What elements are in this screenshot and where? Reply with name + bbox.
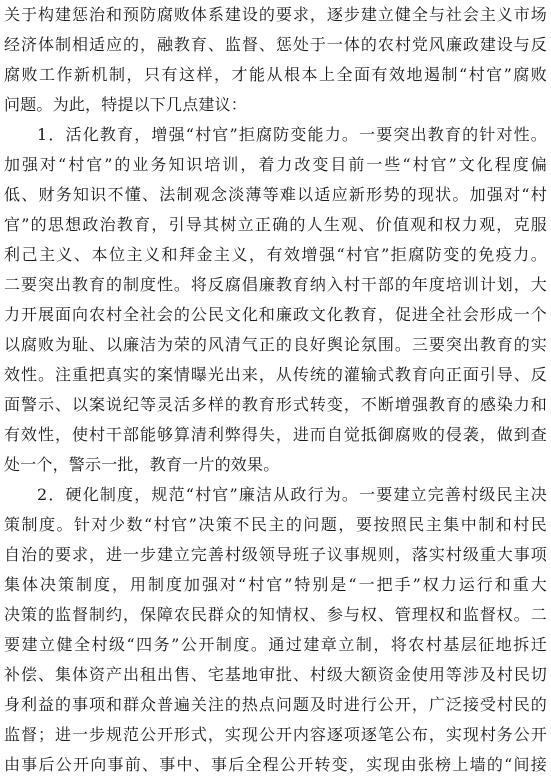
text-line: 关于构建惩治和预防腐败体系建设的要求，逐步建立健全与社会主义市场 [4,5,547,24]
text-line: 策制度。针对少数“村官”决策不民主的问题，要按照民主集中制和村民 [4,515,547,534]
text-line: 监督；进一步规范公开形式，实现公开内容逐项逐笔公布，实现村务公开 [4,725,547,744]
text-line: 面警示、以案说纪等灵活多样的教育形式转变，不断增强教育的感染力和 [4,395,547,414]
text-line: 决策的监督制约，保障农民群众的知情权、参与权、管理权和监督权。二 [4,605,547,624]
text-line: 腐败工作新机制，只有这样，才能从根本上全面有效地遏制“村官”腐败 [4,65,547,84]
text-line: 以腐败为耻、以廉洁为荣的风清气正的良好舆论氛围。三要突出教育的实 [4,335,547,354]
text-line: 补偿、集体资产出租出售、宅基地审批、村级大额资金使用等涉及村民切 [4,665,547,684]
text-line: 集体决策制度，用制度加强对“村官”特别是“一把手”权力运行和重大 [4,575,547,594]
text-line: 要建立健全村级“四务”公开制度。通过建章立制，将农村基层征地拆迁 [4,635,547,654]
text-line: 二要突出教育的制度性。将反腐倡廉教育纳入村干部的年度培训计划，大 [4,275,547,294]
text-line: 力开展面向农村全社会的公民文化和廉政文化教育，促进全社会形成一个 [4,305,547,324]
paragraph-heading-2: 2．硬化制度，规范“村官”廉洁从政行为。一要建立完善村级民主决 [37,485,547,504]
text-line: 问题。为此，特提以下几点建议： [4,95,248,114]
text-line: 处一个，警示一批，教育一片的效果。 [4,455,280,474]
text-line: 自治的要求，进一步建立完善村级领导班子议事规则，落实村级重大事项 [4,545,547,564]
text-line: 由事后公开向事前、事中、事后全程公开转变，实现由张榜上墙的“间接 [4,755,547,774]
text-line: 经济体制相适应的，融教育、监督、惩处于一体的农村党风廉政建设与反 [4,35,547,54]
text-line: 低、财务知识不懂、法制观念淡薄等难以适应新形势的现状。加强对“村 [4,185,547,204]
text-line: 利己主义、本位主义和拜金主义，有效增强“村官”拒腐防变的免疫力。 [4,245,547,264]
text-line: 效性。注重把真实的案情曝光出来，从传统的灌输式教育向正面引导、反 [4,365,547,384]
text-line: 有效性，使村干部能够算清利弊得失，进而自觉抵御腐败的侵袭，做到查 [4,425,547,444]
text-line: 加强对“村官”的业务知识培训，着力改变目前一些“村官”文化程度偏 [4,155,547,174]
text-line: 身利益的事项和群众普遍关注的热点问题及时进行公开，广泛接受村民的 [4,695,547,714]
paragraph-heading-1: 1．活化教育，增强“村官”拒腐防变能力。一要突出教育的针对性。 [37,125,547,144]
text-line: 官”的思想政治教育，引导其树立正确的人生观、价值观和权力观，克服 [4,215,547,234]
